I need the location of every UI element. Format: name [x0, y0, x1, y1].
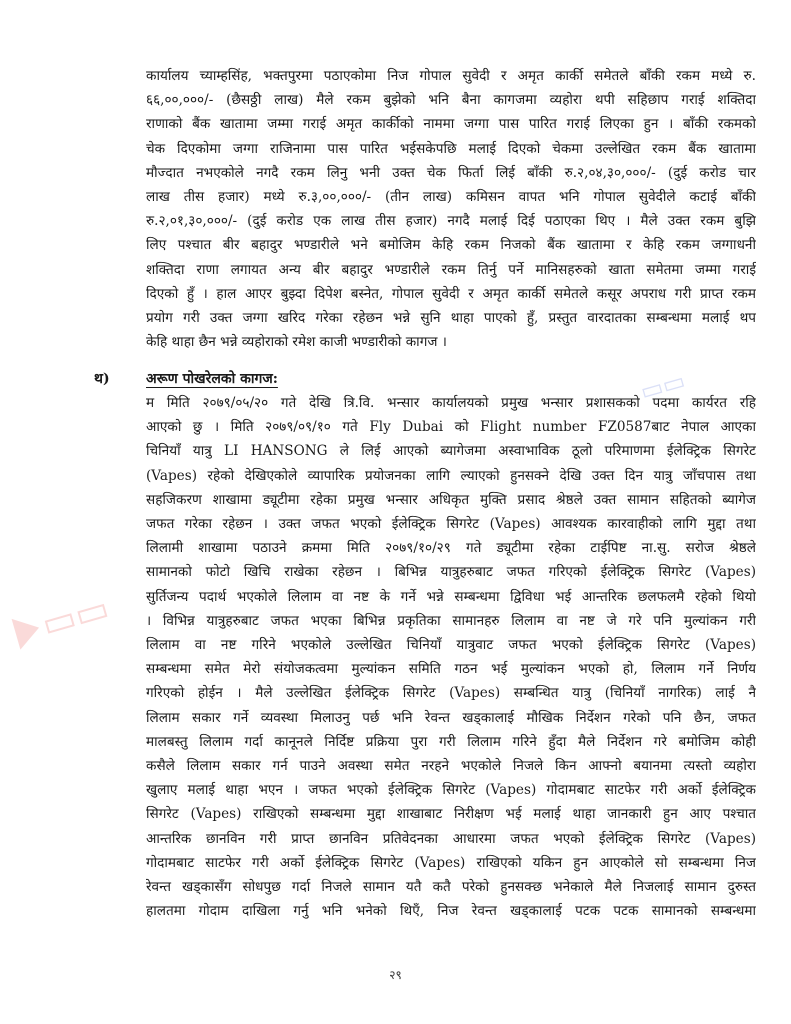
page-number: २९: [389, 968, 402, 982]
text-line: चेक दिएकोमा जग्गा राजिनामा पास पारित भईसकेपछि मलाई दिएको चेकमा उल्लेखित रकम बैंक खातामा: [146, 140, 756, 157]
watermark-text-secondary: ▭▭: [637, 366, 689, 406]
text-line: सहजिकरण शाखामा ड्यूटीमा रहेका प्रमुख भन्सार अधिकृत मुक्ति प्रसाद श्रेष्ठले उक्त सामान सहितको ब्यागेज: [146, 491, 756, 508]
text-line: प्रयोग गरी उक्त जग्गा खरिद गरेका रहेछन भन्ने सुनि थाहा पाएको हुँ, प्रस्तुत वारदातका सम्बन्धमा मलाई थप: [146, 310, 756, 327]
text-line: हालतमा गोदाम दाखिला गर्नु भनि भनेको थिएँ, निज रेवन्त खड्कालाई पटक पटक सामानको सम्बन्धमा: [146, 903, 756, 920]
text-line: केहि थाहा छैन भन्ने व्यहोराको रमेश काजी भण्डारीको कागज ।: [146, 334, 447, 351]
text-line: लिलाम वा नष्ट गरिने भएकोले उल्लेखित चिनियाँ यात्रुवाट जफत भएको ईलेक्ट्रिक सिगरेट (Vapes): [146, 637, 756, 654]
paragraph-arun-statement: [146, 391, 756, 923]
paragraph-ramesh-statement: [146, 64, 756, 354]
text-line: गरिएको होईन । मैले उल्लेखित ईलेक्ट्रिक सिगरेट (Vapes) सम्बन्धित यात्रु (चिनियाँ नागरिक) लाई नै: [146, 685, 756, 702]
text-line: रु.२,०१,३०,०००/- (दुई करोड एक लाख तीस हजार) नगदै मलाई दिई पठाएका थिए । मैले उक्त रकम बुझि: [146, 213, 756, 230]
watermark-logo: [10, 588, 114, 654]
text-line: मौज्दात नभएकोले नगदै रकम लिनु भनी उक्त चेक फिर्ता लिई बाँकी रु.२,०४,३०,०००/- (दुई करोड चार: [146, 164, 756, 181]
watermark-text: ▭▭: [37, 587, 114, 646]
text-line: कसैले लिलाम सकार गर्न पाउने अवस्था समेत नरहने भएकोले निजले किन आफ्नो बयानमा त्यस्तो व्यहोरा: [146, 758, 756, 775]
section-heading: अरूण पोखरेलको कागज:: [146, 371, 278, 387]
text-line: लिए पश्चात बीर बहादुर भण्डारीले भने बमोजिम केहि रकम निजको बैंक खातामा र केहि रकम जग्गाधनी: [146, 237, 756, 254]
text-line: सिगरेट (Vapes) राखिएको सम्बन्धमा मुद्दा शाखाबाट निरीक्षण भई मलाई थाहा जानकारी हुन आए पश्चात: [146, 806, 756, 823]
text-line: आएको छु । मिति २०७९/०९/१० गते Fly Dubai को Flight number FZ0587बाट नेपाल आएका: [146, 419, 756, 436]
text-line: दिएको हुँ । हाल आएर बुझ्दा दिपेश बस्नेत, गोपाल सुवेदी र अमृत कार्की समेतले कसूर अपराध गरी प्राप्त रकम: [146, 285, 756, 302]
text-line: लाख तीस हजार) मध्ये रु.३,००,०००/- (तीन लाख) कमिसन वापत भनि गोपाल सुवेदीले कटाई बाँकी: [146, 189, 756, 206]
text-line: सुर्तिजन्य पदार्थ भएकोले लिलाम वा नष्ट के गर्ने भन्ने सम्बन्धमा द्विविधा भई आन्तरिक छलफलमै रहेको थियो: [146, 588, 756, 605]
text-line: कार्यालय च्याम्हसिंह, भक्तपुरमा पठाएकोमा निज गोपाल सुवेदी र अमृत कार्की समेतले बाँकी रकम मध्ये रु.: [146, 68, 756, 84]
text-line: आन्तरिक छानविन गरी प्राप्त छानविन प्रतिवेदनका आधारमा जफत भएको ईलेक्ट्रिक सिगरेट (Vapes): [146, 830, 756, 847]
text-line: गोदामबाट साटफेर गरी अर्को ईलेक्ट्रिक सिगरेट (Vapes) राखिएको यकिन हुन आएकोले सो सम्बन्धमा निज: [146, 854, 756, 871]
text-line: रेवन्त खड्कासँग सोधपुछ गर्दा निजले सामान यतै कतै परेको हुनसक्छ भनेकाले मैले निजलाई सामान दुरुस्त: [146, 879, 756, 896]
text-line: लिलाम सकार गर्ने व्यवस्था मिलाउनु पर्छ भनि रेवन्त खड्कालाई मौखिक निर्देशन गरेको पनि छैन, जफत: [146, 709, 756, 726]
play-icon: [11, 612, 43, 649]
text-line: । विभिन्न यात्रुहरुबाट जफत भएका बिभिन्न प्रकृतिका सामानहरु लिलाम वा नष्ट जे गरे पनि मुल्यांकन गरी: [146, 612, 756, 629]
text-line: चिनियाँ यात्रु LI HANSONG ले लिई आएको ब्यागेजमा अस्वाभाविक ठूलो परिमाणमा ईलेक्ट्रिक सिगरेट: [146, 443, 756, 460]
section-marker: थ): [94, 371, 110, 387]
text-line: म मिति २०७९/०५/२० गते देखि त्रि.वि. भन्सार कार्यालयको प्रमुख भन्सार प्रशासकको पदमा कार्यरत रहि: [146, 395, 756, 411]
text-line: सामानको फोटो खिचि राखेका रहेछन । बिभिन्न यात्रुहरुबाट जफत गरिएको ईलेक्ट्रिक सिगरेट (Vapes): [146, 564, 756, 581]
text-line: जफत गरेका रहेछन । उक्त जफत भएको ईलेक्ट्रिक सिगरेट (Vapes) आवश्यक कारवाहीको लागि मुद्दा तथा: [146, 516, 756, 533]
text-line: राणाको बैंक खातामा जम्मा गराई अमृत कार्कीको नाममा जग्गा पास पारित गराई लिएका हुन । बाँकी रकमको: [146, 116, 756, 133]
text-line: शक्तिदा राणा लगायत अन्य बीर बहादुर भण्डारीले रकम तिर्नु पर्ने मानिसहरुको खाता समेतमा जम्मा गराई: [146, 261, 756, 278]
text-line: ६६,००,०००/- (छैसठ्ठी लाख) मैले रकम बुझेको भनि बैना कागजमा व्यहोरा थपी सहिछाप गराई शक्तिदा: [146, 92, 756, 109]
text-line: लिलामी शाखामा पठाउने क्रममा मिति २०७९/१०/२९ गते ड्यूटीमा रहेका टाईपिष्ट ना.सु. सरोज श्रेष्ठले: [146, 540, 756, 557]
text-line: मालबस्तु लिलाम गर्दा कानूनले निर्दिष्ट प्रक्रिया पुरा गरी लिलाम गरिने हुँदा मैले निर्देशन गरे बमोजिम कोही: [146, 733, 756, 750]
text-line: (Vapes) रहेको देखिएकोले व्यापारिक प्रयोजनका लागि ल्याएको हुनसक्ने देखि उक्त दिन यात्रु जाँचपास तथा: [146, 467, 756, 484]
text-line: खुलाए मलाई थाहा भएन । जफत भएको ईलेक्ट्रिक सिगरेट (Vapes) गोदामबाट साटफेर गरी अर्को ईलेक्ट्रिक: [146, 782, 756, 799]
text-line: सम्बन्धमा समेत मेरो संयोजकत्वमा मुल्यांकन समिति गठन भई मुल्यांकन भएको हो, लिलाम गर्ने निर्णय: [146, 661, 756, 678]
